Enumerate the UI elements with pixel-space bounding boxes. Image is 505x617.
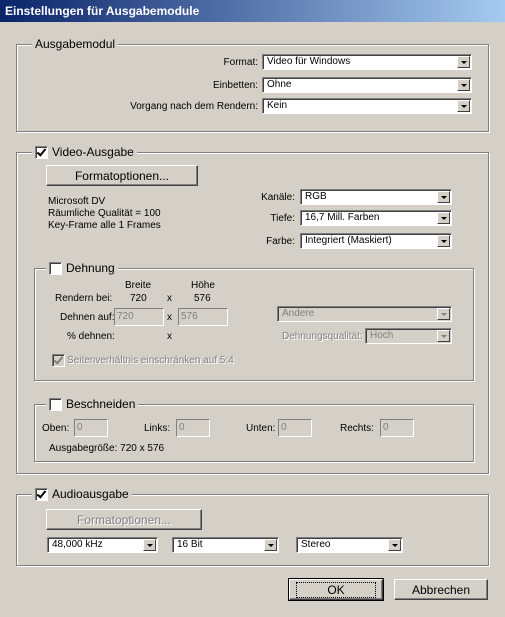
channels-value: RGB: [305, 191, 327, 202]
crop-left-input[interactable]: 0: [176, 419, 210, 437]
chevron-down-icon[interactable]: [264, 539, 277, 551]
color-label: Farbe:: [266, 236, 295, 247]
embed-label: Einbetten:: [212, 80, 258, 91]
ok-button[interactable]: [289, 579, 383, 600]
chevron-down-icon[interactable]: [457, 100, 470, 112]
ok-button-label: OK: [296, 582, 375, 598]
audio-channels-dropdown[interactable]: [296, 537, 403, 553]
crop-right-input[interactable]: 0: [380, 419, 414, 437]
video-output-checkbox[interactable]: [35, 146, 48, 159]
video-format-options-button[interactable]: Formatoptionen...: [46, 165, 198, 186]
audio-channels-value: Stereo: [301, 539, 331, 550]
video-output-label: Video-Ausgabe: [52, 145, 134, 159]
stretch-preset-dropdown[interactable]: [277, 306, 452, 322]
audio-output-group-label[interactable]: [32, 487, 132, 501]
chevron-down-icon[interactable]: [143, 539, 156, 551]
stretch-quality-label: Dehnungsqualität:: [282, 331, 363, 342]
times-sign: x: [167, 312, 172, 323]
stretch-quality-dropdown[interactable]: [365, 328, 452, 344]
stretch-height-input[interactable]: 576: [178, 308, 228, 326]
stretch-label: Dehnung: [66, 261, 115, 275]
window-title: Einstellungen für Ausgabemodule: [5, 4, 200, 18]
chevron-down-icon[interactable]: [457, 56, 470, 68]
video-info-line: Key-Frame alle 1 Frames: [48, 220, 161, 231]
audio-bits-dropdown[interactable]: [172, 537, 279, 553]
times-sign: x: [167, 331, 172, 342]
color-value: Integriert (Maskiert): [305, 235, 392, 246]
depth-label: Tiefe:: [270, 213, 295, 224]
output-size-label: Ausgabegröße: 720 x 576: [49, 443, 165, 454]
embed-dropdown[interactable]: [262, 77, 472, 93]
stretch-to-label: Dehnen auf:: [60, 312, 115, 323]
depth-value: 16,7 Mill. Farben: [305, 212, 380, 223]
crop-left-label: Links:: [144, 423, 171, 434]
audio-format-options-button[interactable]: Formatoptionen...: [46, 509, 202, 530]
height-header: Höhe: [191, 280, 215, 291]
crop-top-label: Oben:: [42, 423, 70, 434]
crop-checkbox[interactable]: [49, 398, 62, 411]
render-width-value: 720: [130, 293, 147, 304]
chevron-down-icon[interactable]: [437, 212, 450, 224]
stretch-quality-value: Hoch: [370, 330, 394, 341]
stretch-preset-value: Andere: [282, 308, 315, 319]
audio-output-checkbox[interactable]: [35, 488, 48, 501]
format-value: Video für Windows: [267, 56, 351, 67]
times-sign: x: [167, 293, 172, 304]
render-at-label: Rendern bei:: [55, 293, 113, 304]
video-info-line: Räumliche Qualität = 100: [48, 208, 161, 219]
chevron-down-icon[interactable]: [388, 539, 401, 551]
format-dropdown[interactable]: [262, 54, 472, 70]
crop-group-label[interactable]: [46, 397, 138, 411]
channels-label: Kanäle:: [261, 192, 295, 203]
embed-value: Ohne: [267, 79, 292, 90]
post-render-dropdown[interactable]: [262, 98, 472, 114]
audio-bits-value: 16 Bit: [177, 539, 203, 550]
crop-label: Beschneiden: [66, 397, 136, 411]
chevron-down-icon[interactable]: [457, 79, 470, 91]
stretch-checkbox[interactable]: [49, 262, 62, 275]
crop-bottom-label: Unten:: [246, 423, 276, 434]
lock-aspect-checkbox[interactable]: [52, 354, 65, 367]
crop-right-label: Rechts:: [340, 423, 374, 434]
render-height-value: 576: [194, 293, 211, 304]
stretch-group-label[interactable]: [46, 261, 118, 275]
chevron-down-icon[interactable]: [437, 235, 450, 247]
color-dropdown[interactable]: [300, 233, 452, 249]
title-bar[interactable]: [0, 0, 505, 22]
chevron-down-icon[interactable]: [437, 191, 450, 203]
percent-stretch-label: % dehnen:: [67, 331, 115, 342]
audio-output-group: [16, 494, 489, 566]
post-render-value: Kein: [267, 100, 288, 111]
depth-dropdown[interactable]: [300, 210, 452, 226]
video-info-line: Microsoft DV: [48, 196, 106, 207]
audio-rate-value: 48,000 kHz: [52, 539, 103, 550]
chevron-down-icon[interactable]: [437, 308, 450, 320]
crop-bottom-input[interactable]: 0: [278, 419, 312, 437]
crop-top-input[interactable]: 0: [74, 419, 108, 437]
video-output-group-label[interactable]: [32, 145, 137, 159]
output-module-label: Ausgabemodul: [35, 37, 116, 51]
width-header: Breite: [125, 280, 152, 291]
stretch-width-input[interactable]: 720: [114, 308, 164, 326]
chevron-down-icon[interactable]: [437, 330, 450, 342]
format-label: Format:: [223, 57, 258, 68]
audio-output-label: Audioausgabe: [52, 487, 129, 501]
lock-aspect-label: Seitenverhältnis einschränken auf 5:4: [67, 355, 234, 366]
output-module-group-label: [32, 37, 118, 51]
audio-rate-dropdown[interactable]: [47, 537, 158, 553]
channels-dropdown[interactable]: [300, 189, 452, 205]
post-render-label: Vorgang nach dem Rendern:: [130, 101, 258, 112]
cancel-button[interactable]: Abbrechen: [394, 579, 488, 600]
